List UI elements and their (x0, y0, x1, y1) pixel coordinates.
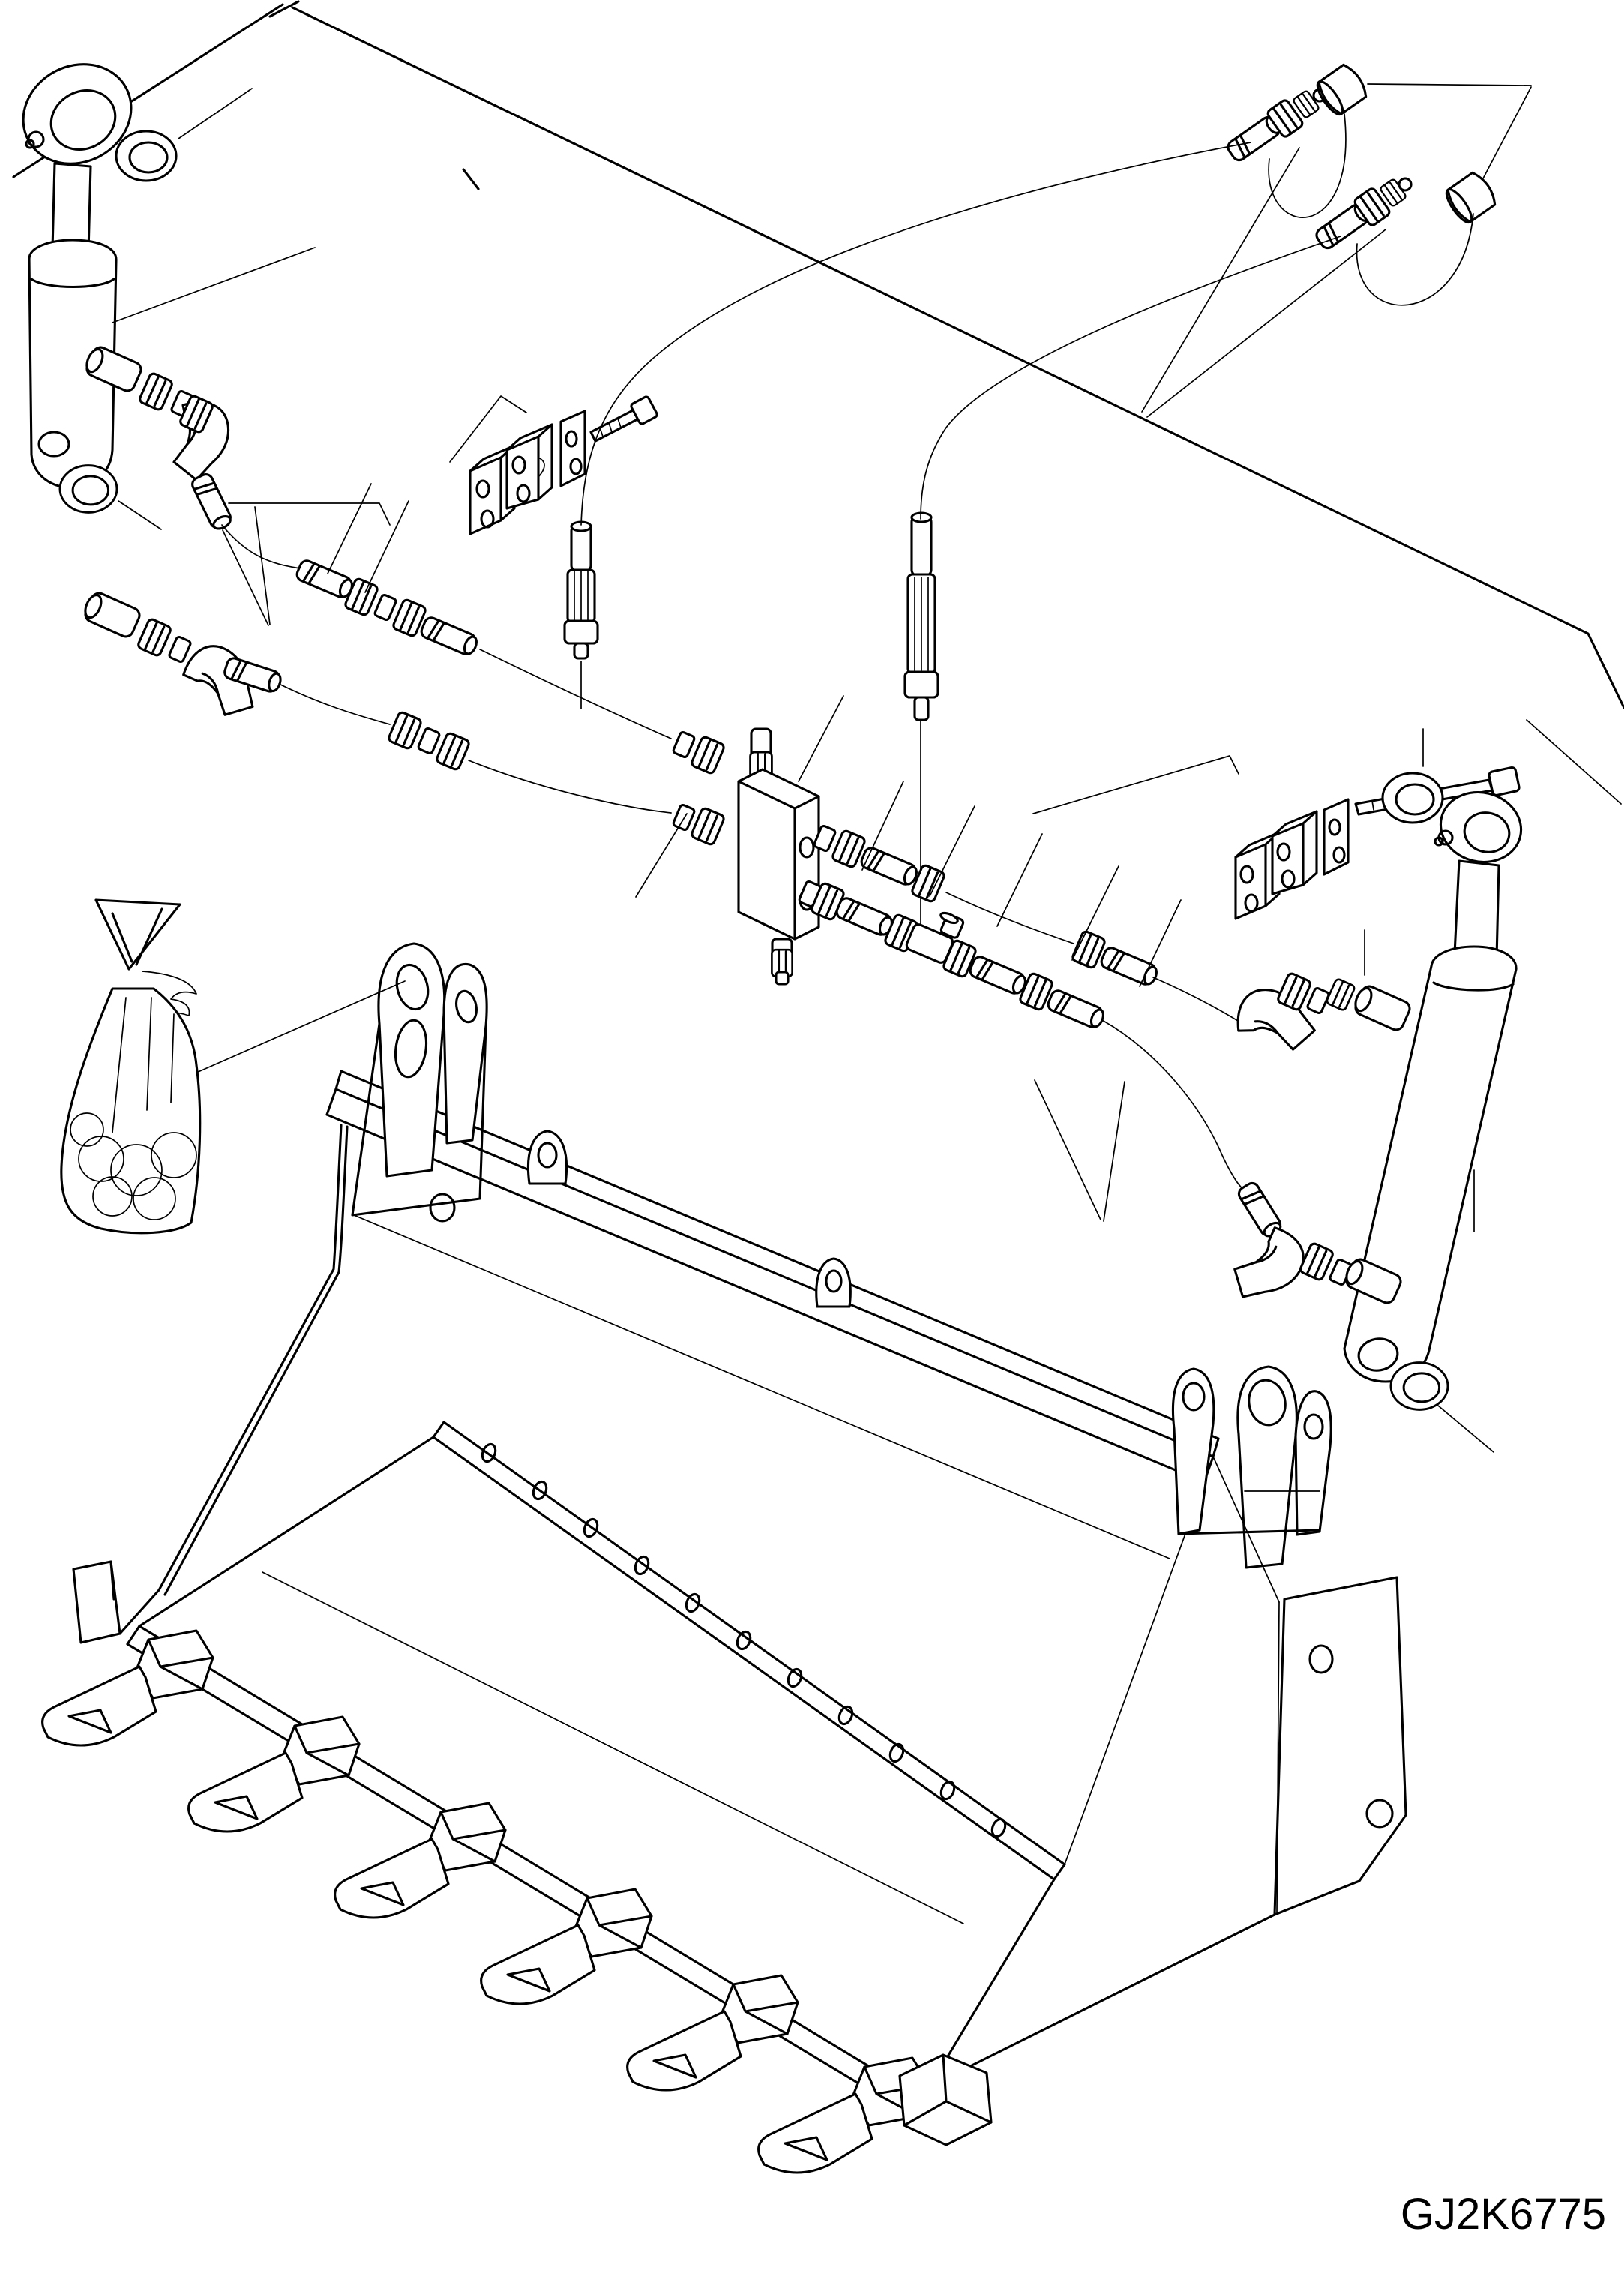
vertical-coupler-left (565, 522, 598, 709)
parts-bag (61, 900, 405, 1233)
corner-guard-right (900, 2055, 991, 2145)
quick-coupler-1 (1225, 62, 1370, 218)
bushing-leader (178, 88, 252, 139)
hose-chain-left-lower (81, 484, 725, 846)
tooth-4 (481, 1889, 652, 2004)
leader-line (229, 503, 390, 525)
port-leader (636, 814, 687, 897)
hose (1102, 1020, 1245, 1191)
leader-line (223, 507, 270, 626)
left-mounting-bracket (352, 944, 487, 1221)
bushing-bottom-leader (118, 501, 161, 530)
eye-bushing-top (116, 131, 176, 181)
piston-rod (52, 164, 91, 252)
hinge-strip-holes (480, 1442, 1008, 1838)
hose (279, 684, 390, 724)
tooth-2 (189, 1717, 359, 1832)
frame-trim-lines (13, 2, 1624, 708)
clamp-set-left (450, 396, 658, 534)
clamp-bolt (591, 396, 658, 441)
rail-lug-left (528, 1131, 566, 1184)
dust-cap-1 (1314, 62, 1371, 118)
tooth-1 (43, 1630, 213, 1745)
left-cylinder (6, 46, 315, 530)
eye-bushing-top (1383, 773, 1443, 823)
bushing-bottom-leader (1438, 1406, 1494, 1452)
figure-code: GJ2K6775 (1400, 2190, 1606, 2239)
coupler-hose-long-left (581, 142, 1251, 525)
clamp-plate (1324, 800, 1348, 874)
hinge-strip (433, 1422, 1065, 1880)
hose-chain-left-upper (82, 344, 725, 775)
vertical-coupler-right (905, 513, 938, 924)
eye-bushing-bottom (1391, 1363, 1448, 1410)
coupler-hose-long-right (921, 236, 1341, 519)
dust-cap-2 (1443, 170, 1500, 226)
port-stub-upper (1351, 983, 1412, 1032)
coupler-leader-lines (1142, 84, 1531, 417)
block-leader (799, 696, 843, 782)
hose-crimp-sleeve (834, 896, 894, 938)
hose (222, 525, 300, 568)
tooth-5 (628, 1976, 798, 2090)
hose-crimp-sleeve (190, 472, 234, 532)
piston-rod (1455, 861, 1499, 958)
barrel-leader (112, 248, 315, 322)
adapter-nut (137, 618, 172, 656)
hose (480, 650, 671, 739)
leader-bracket (1033, 756, 1239, 814)
cap-lanyard-2 (1357, 214, 1473, 305)
drain-plug (772, 939, 792, 984)
clamp-saddle (1272, 812, 1317, 894)
adapter-nut (139, 372, 173, 410)
bucket-assembly (43, 944, 1406, 2173)
rail-lug-right (816, 1258, 851, 1306)
clamp-plate (561, 411, 585, 486)
valve-manifold-block (636, 696, 843, 984)
bucket-teeth (43, 1630, 929, 2173)
hose-crimp-sleeve (859, 846, 919, 887)
clamp-saddle (507, 424, 552, 508)
elbow-fitting-90 (1234, 986, 1320, 1052)
eye-bushing-bottom (60, 466, 117, 513)
hose (469, 760, 671, 813)
frame-corner-leader (1527, 720, 1621, 804)
port-stub (81, 590, 142, 639)
hose (1153, 977, 1246, 1026)
quick-coupler-2 (1314, 170, 1499, 304)
right-mounting-bracket (1173, 1366, 1331, 1568)
